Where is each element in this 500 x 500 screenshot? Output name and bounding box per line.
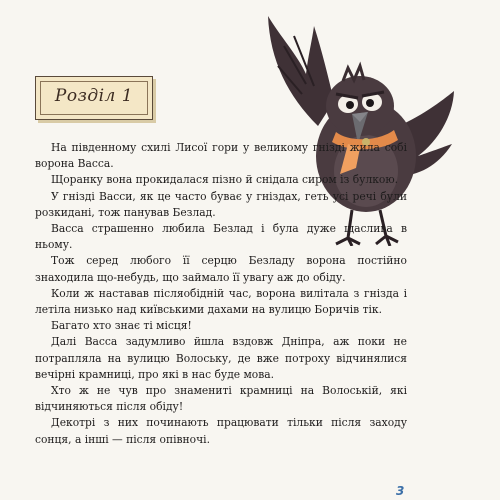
chapter-title: Розділ 1 [54,86,134,106]
paragraph: У гнізді Васси, як це часто буває у гніздах, геть усі речі були розкидані, тож панував Безлад. [35,189,407,219]
paragraph: Багато хто знає ті місця! [51,319,192,333]
paragraph: Васса страшенно любила Безлад і була дуже щаслива в ньому. [35,222,407,252]
paragraph: Далі Васса задумливо йшла вздовж Дніпра, аж поки не потрапляла на вулицю Волоську, де вже потроху відчинялися вечірні крамниці, про які в нас буде мова. [35,335,407,381]
paragraph: Коли ж наставав післяобідній час, ворона вилітала з гнізда і летіла низько над київськими дахами на вулицю Боричів тік. [35,286,407,317]
paragraph: Щоранку вона прокидалася пізно й снідала сиром із булкою. [51,173,399,187]
paragraph: Хто ж не чув про знамениті крамниці на Волоській, які відчиняються після обіду! [35,384,407,414]
page-number: 3 [396,484,405,498]
story-text [35,140,407,448]
paragraph: Декотрі з них починають працювати тільки після заходу сонця, а інші — після опівночі. [35,416,407,446]
paragraph: Тож серед любого її серцю Безладу ворона постійно знаходила що-небудь, що займало її увагу аж до обіду. [35,254,407,284]
chapter-heading [35,76,153,120]
paragraph: На південному схилі Лисої гори у великому гнізді жила собі ворона Васса. [35,141,407,171]
